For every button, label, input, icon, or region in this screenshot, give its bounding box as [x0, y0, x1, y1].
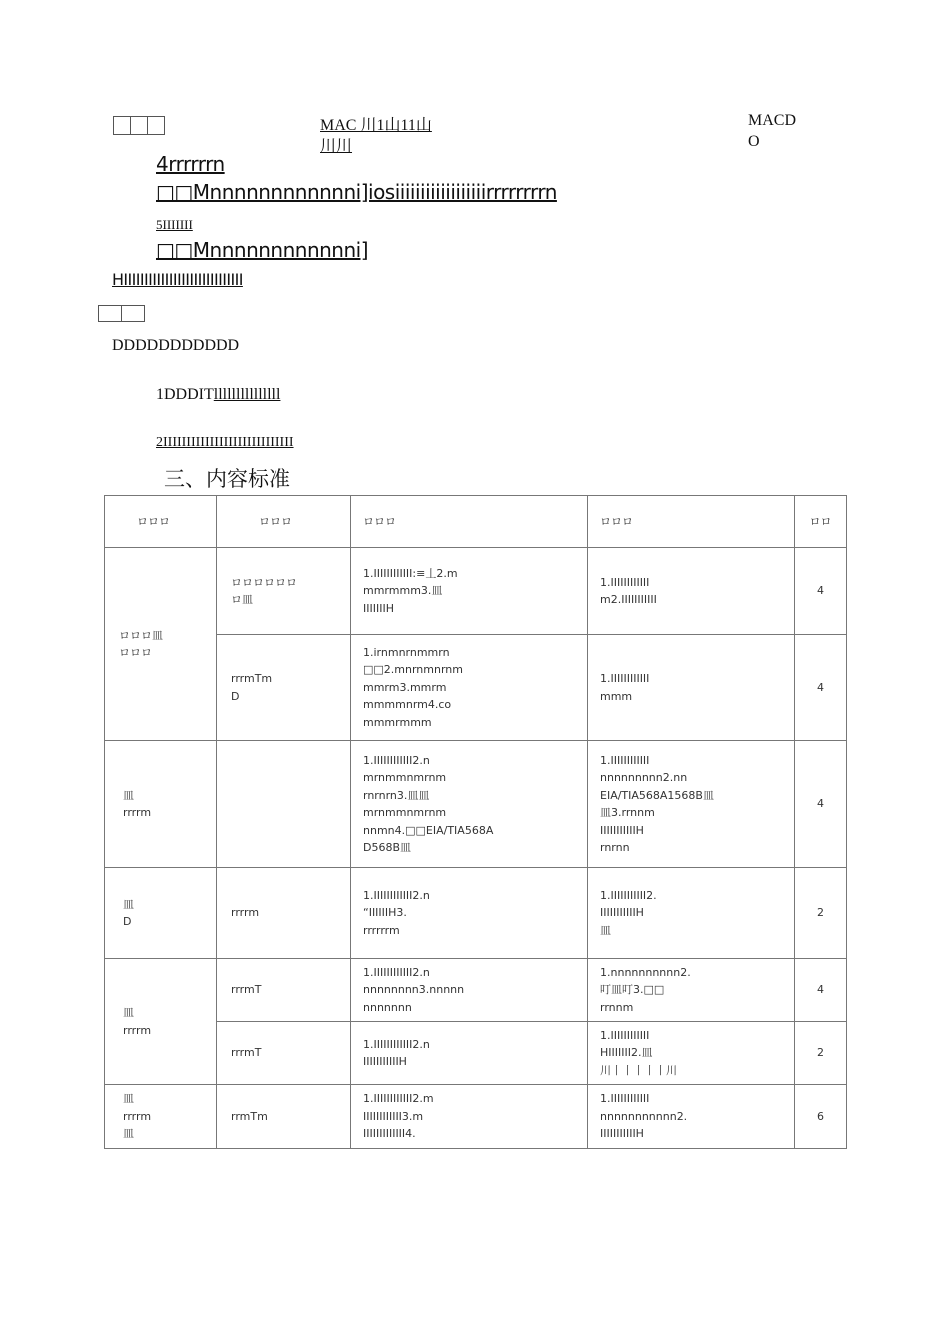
table-row: [105, 959, 847, 1022]
table-row: [105, 548, 847, 635]
line-7: 1DDDITlllllllllllllll: [156, 386, 281, 403]
table-cell: 皿 D: [105, 868, 217, 959]
table-cell: rrrmTm D: [217, 635, 351, 741]
table-row: [105, 1022, 847, 1085]
table-cell: 1.IIIIIIIIIIII2.n IIIIIIIIIIIH: [351, 1022, 588, 1085]
table-cell: 1.IIIIIIIIIIII nnnnnnnnn2.nn EIA/TIA568A1568B皿 皿3.rrnnm IIIIIIIIIIIH rnrnn: [588, 741, 795, 868]
line-1: 4rrrrrrn: [156, 152, 225, 176]
table-cell: [217, 741, 351, 868]
line-3: 5IIIIIII: [156, 217, 193, 232]
table-cell: 4: [795, 548, 847, 635]
boxed-glyph-pair: [98, 305, 145, 322]
table-cell: ロロロ皿 ロロロ: [105, 548, 217, 741]
line-6: DDDDDDDDDDD: [112, 337, 240, 354]
table-cell: 4: [795, 635, 847, 741]
table-row: [105, 868, 847, 959]
line-5: HIIIIIIIIIIIIIIIIIIIIIIIIIIIII: [112, 270, 243, 289]
section-title: 三、内容标准: [164, 467, 290, 491]
table-cell: 1.IIIIIIIIIIII nnnnnnnnnnn2. IIIIIIIIIIIH: [588, 1085, 795, 1149]
content-standard-table: [104, 495, 847, 1149]
header-cell: ロロロ: [588, 496, 795, 548]
table-header-row: [105, 496, 847, 548]
table-cell: rrrmT: [217, 959, 351, 1022]
table-cell: 1.IIIIIIIIIIII mmm: [588, 635, 795, 741]
header-cell: ロロロ: [351, 496, 588, 548]
table-cell: 6: [795, 1085, 847, 1149]
header-mid-line2: 川川: [320, 138, 353, 155]
table-cell: 1.IIIIIIIIIIII2.n mrnmmnmrnm rnrnrn3.皿皿 mrnmmnmrnm nnmn4.□□EIA/TIA568A D568B皿: [351, 741, 588, 868]
table-cell: ロロロロロロ ロ皿: [217, 548, 351, 635]
boxed-glyph-group: [113, 116, 165, 135]
table-cell: 1.IIIIIIIIIIII HIIIIIII2.皿 川丨丨丨丨丨川: [588, 1022, 795, 1085]
table-cell: rrrrm: [217, 868, 351, 959]
table-row: [105, 635, 847, 741]
table-cell: rrrmT: [217, 1022, 351, 1085]
table-cell: 1.nnnnnnnnnn2. 叮皿叮3.□□ rrnnm: [588, 959, 795, 1022]
table-cell: 皿 rrrrm: [105, 741, 217, 868]
table-cell: 皿 rrrrm: [105, 959, 217, 1085]
line-2: □□Mnnnnnnnnnnnni]iosiiiiiiiiiiiiiiiiiirrrrrrrrn: [156, 180, 557, 204]
table-cell: 4: [795, 959, 847, 1022]
table-cell: 1.IIIIIIIIIIII:≡丄2.m mmrmmm3.皿 IIIIIIIH: [351, 548, 588, 635]
header-right-line2: O: [748, 133, 760, 150]
table-cell: 2: [795, 1022, 847, 1085]
table-row: [105, 741, 847, 868]
table-cell: 1.IIIIIIIIIIII2.n nnnnnnnn3.nnnnn nnnnnnn: [351, 959, 588, 1022]
table-cell: rrmTm: [217, 1085, 351, 1149]
header-mid-line1: MAC 川1山11山: [320, 117, 432, 134]
line-8: 2IIIIIIIIIIIIIIIIIIIIIIIIIIII: [156, 435, 294, 450]
header-cell: ロロロ: [217, 496, 351, 548]
table-cell: 1.irnmnrnmmrn □□2.mnrnmnrnm mmrm3.mmrm mmmmnrm4.co mmmrmmm: [351, 635, 588, 741]
table-cell: 1.IIIIIIIIIIII2.m IIIIIIIIIIII3.m IIIIIIIIIIIII4.: [351, 1085, 588, 1149]
line-4: □□Mnnnnnnnnnnnni]: [156, 238, 369, 262]
table-cell: 皿 rrrrm 皿: [105, 1085, 217, 1149]
table-cell: 2: [795, 868, 847, 959]
table-cell: 1.IIIIIIIIIIII2.n “IIIIIIH3. rrrrrrm: [351, 868, 588, 959]
header-cell: ロロ: [795, 496, 847, 548]
header-right-line1: MACD: [748, 112, 797, 129]
table-cell: 1.IIIIIIIIIIII m2.IIIIIIIIIII: [588, 548, 795, 635]
table-row: [105, 1085, 847, 1149]
table-cell: 4: [795, 741, 847, 868]
header-cell: ロロロ: [105, 496, 217, 548]
table-cell: 1.IIIIIIIIIII2. IIIIIIIIIIIH 皿: [588, 868, 795, 959]
